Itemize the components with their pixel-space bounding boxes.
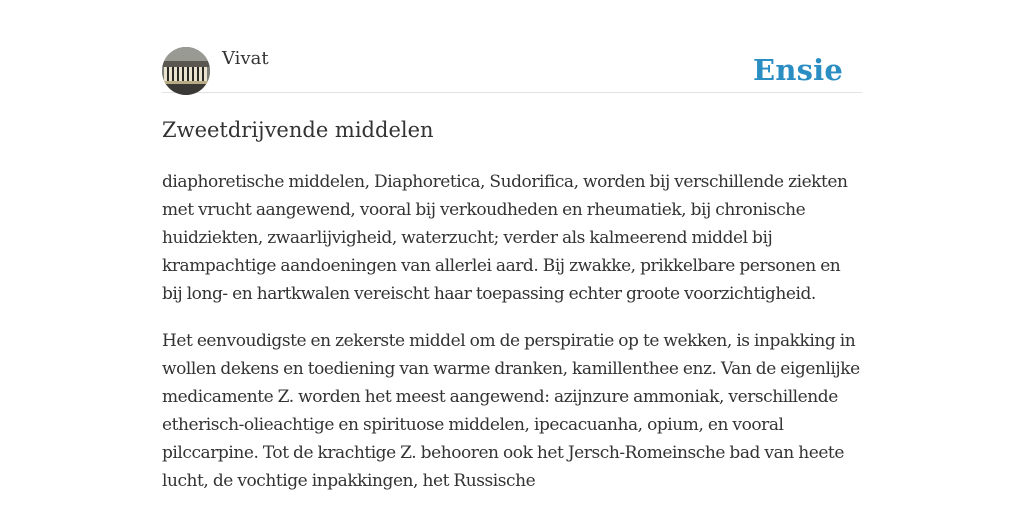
author-avatar[interactable] (162, 47, 210, 95)
article-body (162, 168, 862, 512)
typewriter-keys-icon (162, 47, 210, 95)
article-title: Zweetdrijvende middelen (162, 118, 434, 142)
author-name[interactable]: Vivat (222, 48, 269, 69)
header (162, 46, 862, 93)
article-paragraph: Het eenvoudigste en zekerste middel om de perspiratie op te wekken, is inpakking in wollen dekens en toediening van warme dranken, kamillenthee enz. Van de eigenlijke medicamente Z. worden het meest aangewend: azijnzure ammoniak, verschillende etherisch-olieachtige en spirituose middelen, ipecacuanha, opium, en vooral pilccarpine. Tot de krachtige Z. behooren ook het Jersch-Romeinsche bad van heete lucht, de vochtige inpakkingen, het Russische (162, 331, 860, 491)
brand-logo[interactable]: Ensie (753, 53, 843, 87)
article-paragraph: diaphoretische middelen, Diaphoretica, Sudorifica, worden bij verschillende ziekten met vrucht aangewend, vooral bij verkoudheden en rheumatiek, bij chronische huidziekten, zwaarlijvigheid, waterzucht; verder als kalmeerend middel bij krampachtige aandoeningen van allerlei aard. Bij zwakke, prikkelbare personen en bij long- en hartkwalen vereischt haar toepassing echter groote voorzichtigheid. (162, 172, 848, 304)
